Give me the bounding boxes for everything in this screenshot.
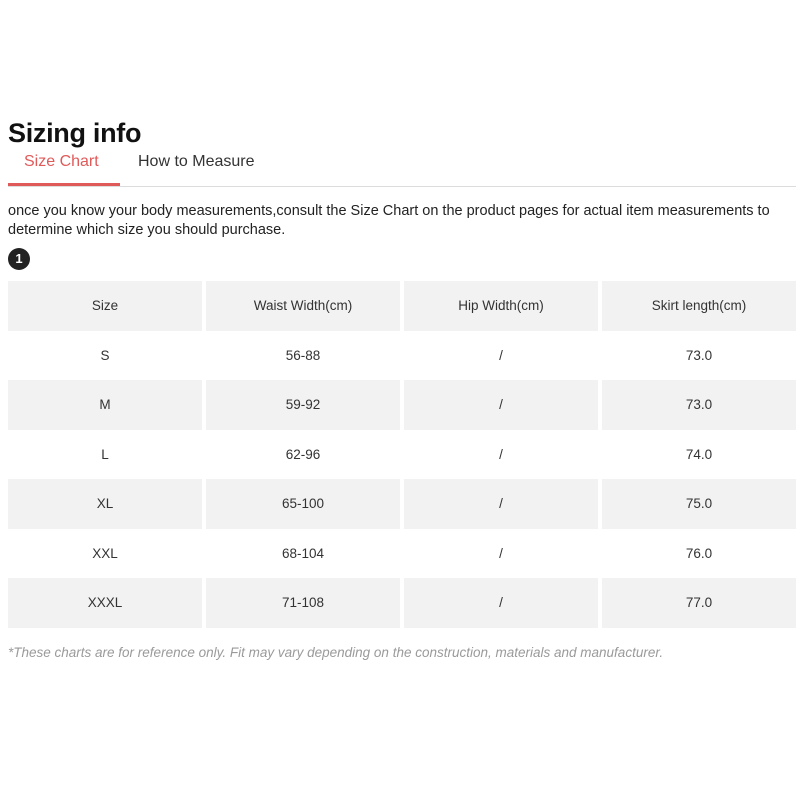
table-cell: 62-96 (285, 446, 321, 462)
table-cell: 74.0 (685, 446, 713, 462)
table-cell: 65-100 (206, 479, 400, 529)
table-header-cell: Hip Width(cm) (404, 281, 598, 331)
size-table (8, 281, 796, 628)
table-cell: 75.0 (602, 479, 796, 529)
page-title: Sizing info (8, 118, 142, 148)
table-cell: XL (8, 479, 202, 529)
table-cell: XXL (92, 545, 118, 561)
table-cell: / (499, 545, 503, 561)
table-cell: 71-108 (206, 578, 400, 628)
table-cell: / (499, 446, 503, 462)
table-cell: 77.0 (602, 578, 796, 628)
table-cell: 76.0 (685, 545, 713, 561)
table-cell: / (404, 380, 598, 430)
tab-size-chart[interactable]: Size Chart (24, 153, 99, 170)
table-cell: / (499, 347, 503, 363)
table-cell: 68-104 (281, 545, 325, 561)
table-header-cell: Skirt length(cm) (602, 281, 796, 331)
table-cell: 59-92 (206, 380, 400, 430)
intro-text: once you know your body measurements,consult the Size Chart on the product pages for actual item measurements to determine which size you should purchase. (8, 203, 770, 238)
table-cell: XXXL (8, 578, 202, 628)
active-tab-indicator (8, 183, 120, 186)
table-cell: 56-88 (285, 347, 321, 363)
table-cell: L (101, 446, 109, 462)
table-header-cell: Waist Width(cm) (206, 281, 400, 331)
table-header-cell: Size (8, 281, 202, 331)
tab-bar (8, 152, 796, 187)
table-cell: / (404, 578, 598, 628)
reference-footnote: *These charts are for reference only. Fit may vary depending on the construction, materials and manufacturer. (8, 645, 664, 660)
table-cell: / (404, 479, 598, 529)
step-number-badge: 1 (8, 248, 30, 270)
table-cell: 73.0 (685, 347, 713, 363)
tab-how-to-measure[interactable]: How to Measure (138, 153, 255, 170)
table-cell: 73.0 (602, 380, 796, 430)
table-cell: M (8, 380, 202, 430)
table-cell: S (100, 347, 110, 363)
